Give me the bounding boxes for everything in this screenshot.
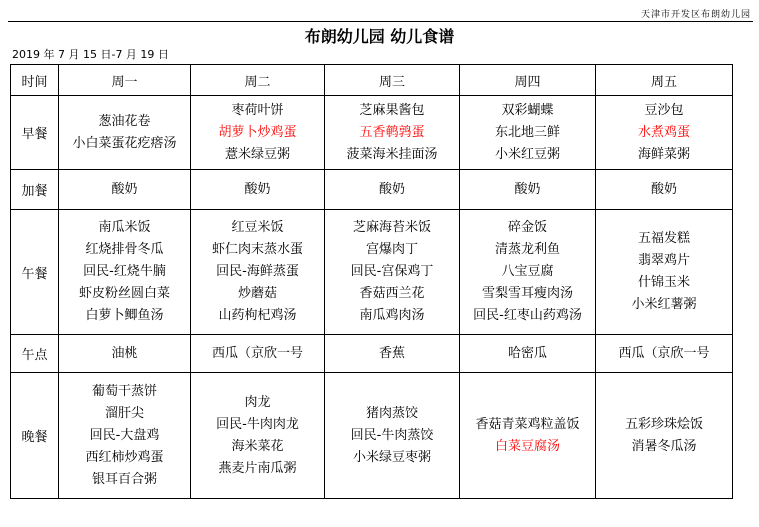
- dish-item: 南瓜鸡肉汤: [359, 308, 425, 323]
- dish-item: 回民-牛肉蒸饺: [350, 427, 434, 443]
- menu-cell-wed: [325, 373, 460, 499]
- menu-cell-thu: [460, 335, 596, 373]
- dish-item: 宫爆肉丁: [365, 242, 418, 257]
- dish-item: 胡萝卜炒鸡蛋: [218, 124, 297, 140]
- date-range: 2019 年 7 月 15 日-7 月 19 日: [12, 48, 169, 61]
- dish-item: 消暑冬瓜汤: [631, 438, 697, 454]
- menu-cell-tue: [191, 96, 325, 170]
- dish-item: 西红柿炒鸡蛋: [85, 449, 164, 465]
- dish-item: 酸奶: [378, 181, 405, 197]
- menu-cell-thu: [460, 170, 596, 210]
- page-title: 布朗幼儿园 幼儿食谱: [304, 27, 455, 46]
- dish-item: 南瓜米饭: [98, 220, 151, 235]
- dish-item: 西瓜（京欣一号: [618, 345, 710, 361]
- dish-item: 雪梨雪耳瘦肉汤: [481, 286, 573, 301]
- meal-row: [11, 373, 733, 499]
- dish-item: 芝麻海苔米饭: [352, 220, 431, 235]
- meal-row: [11, 210, 733, 335]
- dish-item: 回民-大盘鸡: [89, 427, 160, 443]
- dish-item: 五福发糕: [637, 231, 690, 246]
- dish-item: 白菜豆腐汤: [494, 438, 560, 454]
- menu-cell-tue: [191, 170, 325, 210]
- menu-cell-wed: [325, 210, 460, 335]
- menu-cell-fri: [596, 170, 733, 210]
- header-time: 时间: [11, 65, 59, 96]
- org-name: 天津市开发区布朗幼儿园: [640, 10, 751, 20]
- dish-item: 五彩珍珠烩饭: [624, 416, 703, 432]
- dish-item: 红豆米饭: [231, 220, 284, 235]
- dish-item: 回民-红枣山药鸡汤: [473, 308, 582, 323]
- menu-cell-mon: [59, 373, 191, 499]
- dish-item: 香蕉: [378, 345, 405, 361]
- dish-item: 小白菜蛋花疙瘩汤: [72, 135, 177, 151]
- dish-item: 油桃: [111, 345, 138, 361]
- menu-cell-thu: [460, 96, 596, 170]
- header-day-wed: 周三: [325, 65, 460, 96]
- menu-table: [10, 64, 733, 499]
- dish-item: 西瓜（京欣一号: [211, 345, 303, 361]
- dish-item: 薏米绿豆粥: [224, 146, 290, 162]
- meal-slot-label: 早餐: [11, 96, 59, 170]
- dish-item: 哈密瓜: [507, 345, 547, 361]
- dish-item: 回民-红烧牛腩: [83, 264, 166, 279]
- dish-item: 山药枸杞鸡汤: [218, 308, 297, 323]
- dish-item: 红烧排骨冬瓜: [85, 242, 164, 257]
- dish-item: 枣荷叶饼: [231, 102, 284, 118]
- meal-row: [11, 96, 733, 170]
- menu-cell-thu: [460, 210, 596, 335]
- dish-item: 酸奶: [111, 181, 138, 197]
- meal-slot-label: 午点: [11, 335, 59, 373]
- dish-item: 八宝豆腐: [501, 264, 554, 279]
- menu-cell-tue: [191, 335, 325, 373]
- menu-cell-mon: [59, 335, 191, 373]
- header-divider: [8, 21, 753, 22]
- dish-item: 银耳百合粥: [91, 471, 157, 487]
- meal-slot-label: 加餐: [11, 170, 59, 210]
- dish-item: 肉龙: [244, 394, 271, 410]
- dish-item: 酸奶: [514, 181, 541, 197]
- dish-item: 猪肉蒸饺: [365, 405, 418, 421]
- menu-cell-fri: [596, 335, 733, 373]
- menu-cell-wed: [325, 170, 460, 210]
- dish-item: 东北地三鲜: [494, 124, 560, 140]
- dish-item: 什锦玉米: [637, 275, 690, 290]
- dish-item: 芝麻果酱包: [359, 102, 425, 118]
- menu-cell-wed: [325, 335, 460, 373]
- meal-slot-label: 晚餐: [11, 373, 59, 499]
- dish-item: 白萝卜鲫鱼汤: [85, 308, 164, 323]
- dish-item: 双彩蝴蝶: [501, 102, 554, 118]
- dish-item: 豆沙包: [644, 102, 684, 118]
- dish-item: 水煮鸡蛋: [637, 124, 690, 140]
- dish-item: 葡萄干蒸饼: [91, 383, 157, 399]
- dish-item: 葱油花卷: [98, 113, 151, 129]
- header-row: [11, 65, 733, 96]
- dish-item: 溜肝尖: [104, 405, 144, 421]
- dish-item: 虾皮粉丝圆白菜: [78, 286, 170, 301]
- dish-item: 虾仁肉末蒸水蛋: [211, 242, 303, 257]
- dish-item: 海鲜菜粥: [637, 146, 690, 162]
- menu-cell-tue: [191, 373, 325, 499]
- dish-item: 香菇青菜鸡粒盖饭: [475, 416, 580, 432]
- dish-item: 海米菜花: [231, 438, 284, 454]
- dish-item: 小米绿豆枣粥: [352, 449, 431, 465]
- dish-item: 清蒸龙利鱼: [494, 242, 560, 257]
- dish-item: 回民-宫保鸡丁: [350, 264, 434, 279]
- dish-item: 酸奶: [650, 181, 677, 197]
- dish-item: 五香鹌鹑蛋: [359, 124, 425, 140]
- header-day-mon: 周一: [59, 65, 191, 96]
- dish-item: 翡翠鸡片: [637, 253, 690, 268]
- dish-item: 香菇西兰花: [359, 286, 425, 301]
- menu-cell-mon: [59, 170, 191, 210]
- dish-item: 回民-海鲜蒸蛋: [216, 264, 299, 279]
- menu-cell-thu: [460, 373, 596, 499]
- dish-item: 碎金饭: [507, 220, 547, 235]
- meal-row: [11, 170, 733, 210]
- dish-item: 酸奶: [244, 181, 271, 197]
- header-day-thu: 周四: [460, 65, 596, 96]
- dish-item: 小米红豆粥: [494, 146, 560, 162]
- menu-table-body: [11, 65, 733, 499]
- dish-item: 小米红薯粥: [631, 297, 697, 312]
- dish-item: 燕麦片南瓜粥: [218, 460, 297, 476]
- dish-item: 回民-牛肉肉龙: [216, 416, 299, 432]
- menu-cell-fri: [596, 210, 733, 335]
- header-day-fri: 周五: [596, 65, 733, 96]
- menu-cell-tue: [191, 210, 325, 335]
- menu-cell-mon: [59, 96, 191, 170]
- dish-item: 菠菜海米挂面汤: [346, 146, 438, 162]
- header-day-tue: 周二: [191, 65, 325, 96]
- dish-item: 炒蘑菇: [237, 286, 277, 301]
- menu-cell-wed: [325, 96, 460, 170]
- meal-slot-label: 午餐: [11, 210, 59, 335]
- menu-cell-mon: [59, 210, 191, 335]
- meal-row: [11, 335, 733, 373]
- menu-cell-fri: [596, 96, 733, 170]
- menu-cell-fri: [596, 373, 733, 499]
